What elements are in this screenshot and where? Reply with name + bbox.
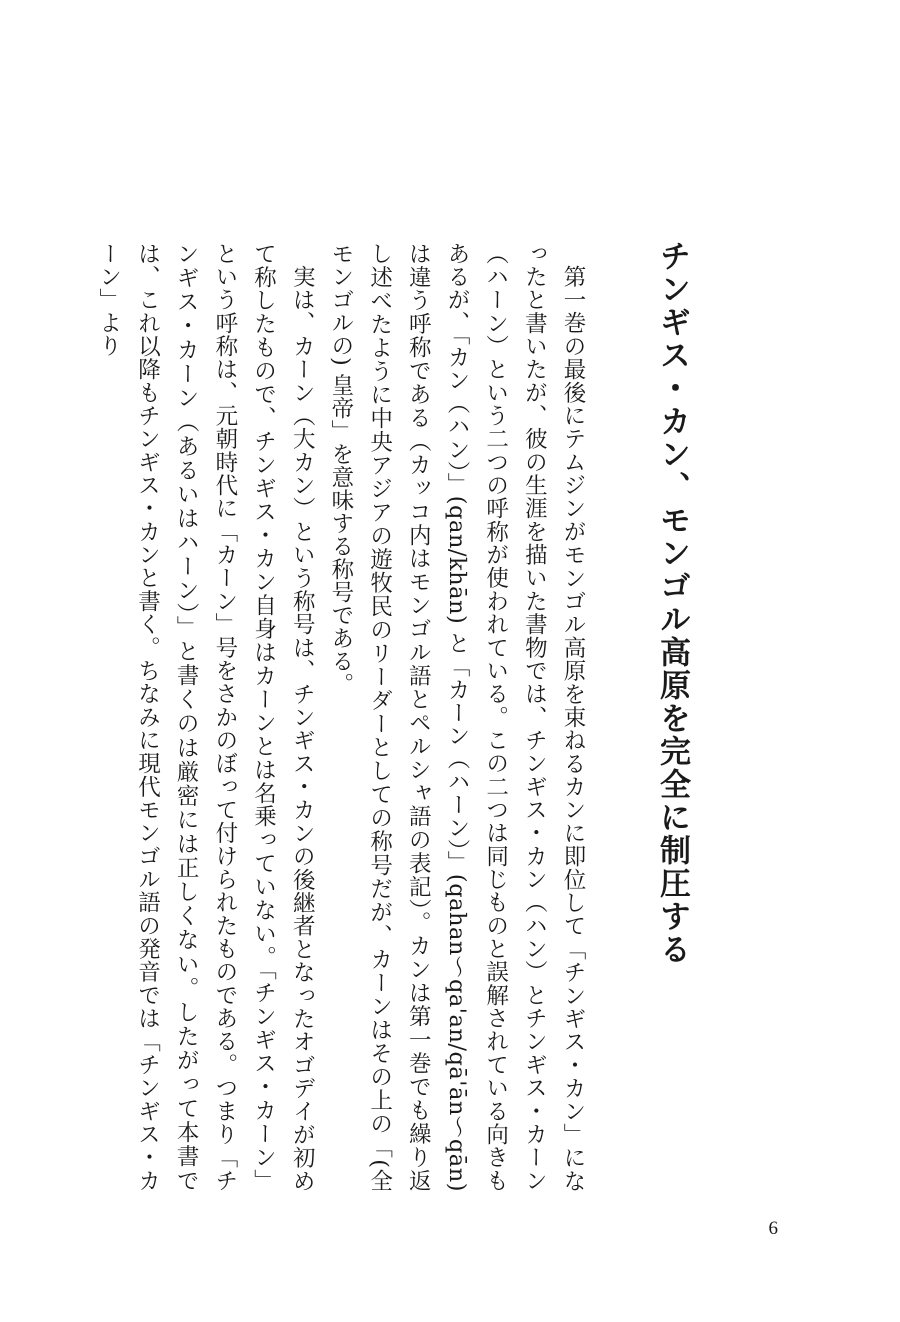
paragraph-1: 第一巻の最後にテムジンがモンゴル高原を束ねるカンに即位して「チンギス・カン」になったと書いたが、彼の生涯を描いた書物では、チンギス・カン（ハン）とチンギス・カーン（ハーン）という二つの呼称が使われている。この二つは同じものと誤解されている向きもあるが、「カン（ハン）」(qan/khān) と「カーン（ハーン）」(qahan〜qa'an/qā'ān〜qān) は違う呼称である（カッコ内はモンゴル語とペルシャ語の表記）。カンは第一巻でも繰り返し述べたように中央アジアの遊牧民のリーダーとしての称号だが、カーンはその上の「(全モンゴルの) 皇帝」を意味する称号である。 [327, 242, 586, 1192]
body-text [89, 242, 592, 1192]
page-number: 6 [768, 1218, 778, 1239]
chapter-title: チンギス・カン、モンゴル高原を完全に制圧する [654, 240, 690, 966]
paragraph-2: 実は、カーン（大カン）という称号は、チンギス・カンの後継者となったオゴデイが初めて称したもので、チンギス・カン自身はカーンとは名乗っていない。「チンギス・カーン」という呼称は、元朝時代に「カーン」号をさかのぼって付けられたものである。つまり「チンギス・カーン（あるいはハーン）」と書くのは厳密には正しくない。したがって本書では、これ以降もチンギス・カンと書く。ちなみに現代モンゴル語の発音では「チンギス・カーン」より [95, 242, 316, 1192]
